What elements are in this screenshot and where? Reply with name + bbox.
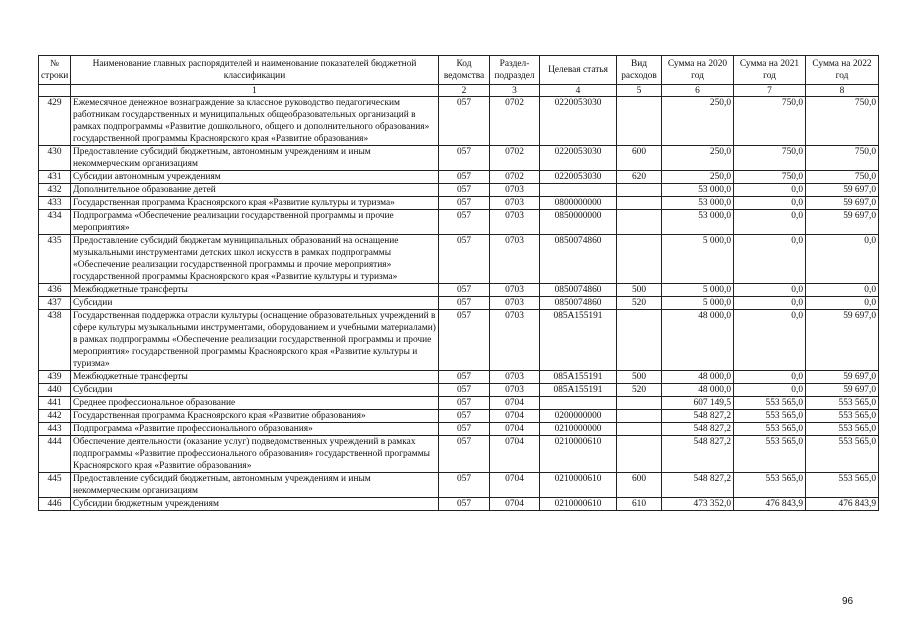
table-body (39, 97, 879, 511)
target-article-cell: 0800000000 (540, 197, 617, 210)
row-number-cell: 443 (39, 423, 71, 436)
expense-type-cell (617, 397, 662, 410)
section-cell: 0704 (490, 423, 540, 436)
sum-2020-cell: 548 827,2 (662, 410, 734, 423)
sum-2022-cell: 750,0 (806, 171, 879, 184)
header-dept-code: Код ведомства (439, 56, 490, 85)
row-number-cell: 445 (39, 473, 71, 498)
column-number: 7 (734, 85, 806, 97)
sum-2021-cell: 750,0 (734, 171, 806, 184)
target-article-cell: 0850074860 (540, 297, 617, 310)
target-article-cell (540, 184, 617, 197)
row-number-cell: 431 (39, 171, 71, 184)
name-cell: Субсидии бюджетным учреждениям (71, 498, 439, 511)
target-article-cell: 085A155191 (540, 384, 617, 397)
sum-2022-cell: 553 565,0 (806, 473, 879, 498)
expense-type-cell: 520 (617, 297, 662, 310)
dept-code-cell: 057 (439, 171, 490, 184)
name-cell: Предоставление субсидий бюджетам муниципальных образований на оснащение музыкальными инструментами детских школ искусств в рамках подпрограммы «Обеспечение реализации государственной программы и прочие мероприятия» государственной программы Красноярского края «Развитие культуры и туризма» (71, 235, 439, 284)
column-number (39, 85, 71, 97)
table-row (39, 235, 879, 284)
sum-2022-cell: 59 697,0 (806, 384, 879, 397)
section-cell: 0702 (490, 146, 540, 171)
sum-2021-cell: 0,0 (734, 371, 806, 384)
column-number: 3 (490, 85, 540, 97)
target-article-cell: 0850074860 (540, 284, 617, 297)
dept-code-cell: 057 (439, 310, 490, 371)
sum-2020-cell: 607 149,5 (662, 397, 734, 410)
table-row (39, 310, 879, 371)
sum-2021-cell: 0,0 (734, 197, 806, 210)
column-number: 8 (806, 85, 879, 97)
row-number-cell: 438 (39, 310, 71, 371)
expense-type-cell: 520 (617, 384, 662, 397)
section-cell: 0703 (490, 310, 540, 371)
sum-2021-cell: 0,0 (734, 235, 806, 284)
expense-type-cell: 610 (617, 498, 662, 511)
sum-2020-cell: 548 827,2 (662, 473, 734, 498)
target-article-cell: 0850000000 (540, 210, 617, 235)
expense-type-cell (617, 423, 662, 436)
expense-type-cell (617, 184, 662, 197)
dept-code-cell: 057 (439, 498, 490, 511)
sum-2022-cell: 553 565,0 (806, 436, 879, 473)
header-target-article: Целевая статья (540, 56, 617, 85)
sum-2022-cell: 59 697,0 (806, 197, 879, 210)
sum-2020-cell: 5 000,0 (662, 284, 734, 297)
section-cell: 0703 (490, 284, 540, 297)
expense-type-cell (617, 310, 662, 371)
target-article-cell: 0210000000 (540, 423, 617, 436)
sum-2020-cell: 250,0 (662, 146, 734, 171)
table-row (39, 371, 879, 384)
expense-type-cell: 620 (617, 171, 662, 184)
sum-2021-cell: 0,0 (734, 310, 806, 371)
name-cell: Подпрограмма «Развитие профессионального образования» (71, 423, 439, 436)
section-cell: 0703 (490, 371, 540, 384)
expense-type-cell (617, 436, 662, 473)
table-row (39, 423, 879, 436)
sum-2021-cell: 553 565,0 (734, 473, 806, 498)
sum-2020-cell: 53 000,0 (662, 210, 734, 235)
sum-2021-cell: 0,0 (734, 184, 806, 197)
section-cell: 0703 (490, 197, 540, 210)
sum-2020-cell: 48 000,0 (662, 384, 734, 397)
header-row-number: № строки (39, 56, 71, 85)
target-article-cell: 0220053030 (540, 171, 617, 184)
target-article-cell: 0200000000 (540, 410, 617, 423)
target-article-cell: 0210000610 (540, 473, 617, 498)
column-number: 6 (662, 85, 734, 97)
dept-code-cell: 057 (439, 410, 490, 423)
target-article-cell (540, 397, 617, 410)
table-row (39, 146, 879, 171)
table-row (39, 284, 879, 297)
section-cell: 0704 (490, 498, 540, 511)
table-row (39, 197, 879, 210)
sum-2020-cell: 548 827,2 (662, 436, 734, 473)
expense-type-cell: 600 (617, 473, 662, 498)
header-section: Раздел- подраздел (490, 56, 540, 85)
sum-2022-cell: 553 565,0 (806, 397, 879, 410)
sum-2021-cell: 0,0 (734, 297, 806, 310)
sum-2020-cell: 5 000,0 (662, 297, 734, 310)
sum-2022-cell: 0,0 (806, 235, 879, 284)
name-cell: Субсидии автономным учреждениям (71, 171, 439, 184)
dept-code-cell: 057 (439, 97, 490, 146)
sum-2022-cell: 553 565,0 (806, 423, 879, 436)
row-number-cell: 441 (39, 397, 71, 410)
expense-type-cell (617, 210, 662, 235)
name-cell: Субсидии (71, 384, 439, 397)
name-cell: Среднее профессиональное образование (71, 397, 439, 410)
target-article-cell: 0210000610 (540, 436, 617, 473)
name-cell: Предоставление субсидий бюджетным, автономным учреждениям и иным некоммерческим организациям (71, 146, 439, 171)
sum-2022-cell: 553 565,0 (806, 410, 879, 423)
expense-type-cell (617, 97, 662, 146)
budget-table (38, 55, 879, 511)
sum-2022-cell: 59 697,0 (806, 210, 879, 235)
dept-code-cell: 057 (439, 423, 490, 436)
sum-2021-cell: 0,0 (734, 284, 806, 297)
budget-table-sheet (38, 55, 878, 511)
header-sum-2022: Сумма на 2022 год (806, 56, 879, 85)
sum-2020-cell: 48 000,0 (662, 371, 734, 384)
dept-code-cell: 057 (439, 436, 490, 473)
row-number-cell: 442 (39, 410, 71, 423)
target-article-cell: 0220053030 (540, 97, 617, 146)
sum-2020-cell: 250,0 (662, 171, 734, 184)
row-number-cell: 440 (39, 384, 71, 397)
name-cell: Дополнительное образование детей (71, 184, 439, 197)
expense-type-cell: 500 (617, 371, 662, 384)
row-number-cell: 439 (39, 371, 71, 384)
sum-2020-cell: 548 827,2 (662, 423, 734, 436)
name-cell: Государственная программа Красноярского края «Развитие образования» (71, 410, 439, 423)
sum-2021-cell: 750,0 (734, 97, 806, 146)
row-number-cell: 429 (39, 97, 71, 146)
table-row (39, 498, 879, 511)
row-number-cell: 435 (39, 235, 71, 284)
header-sum-2021: Сумма на 2021 год (734, 56, 806, 85)
table-row (39, 171, 879, 184)
dept-code-cell: 057 (439, 146, 490, 171)
sum-2021-cell: 0,0 (734, 210, 806, 235)
name-cell: Межбюджетные трансферты (71, 371, 439, 384)
sum-2021-cell: 553 565,0 (734, 397, 806, 410)
row-number-cell: 433 (39, 197, 71, 210)
sum-2021-cell: 553 565,0 (734, 436, 806, 473)
sum-2021-cell: 553 565,0 (734, 410, 806, 423)
section-cell: 0704 (490, 410, 540, 423)
dept-code-cell: 057 (439, 384, 490, 397)
dept-code-cell: 057 (439, 197, 490, 210)
table-row (39, 184, 879, 197)
sum-2022-cell: 750,0 (806, 97, 879, 146)
section-cell: 0702 (490, 171, 540, 184)
sum-2020-cell: 250,0 (662, 97, 734, 146)
expense-type-cell: 500 (617, 284, 662, 297)
table-row (39, 297, 879, 310)
table-row (39, 473, 879, 498)
name-cell: Обеспечение деятельности (оказание услуг) подведомственных учреждений в рамках подпрограммы «Развитие профессионального образования» государственной программы Красноярского края «Развитие образования» (71, 436, 439, 473)
sum-2022-cell: 0,0 (806, 284, 879, 297)
header-sum-2020: Сумма на 2020 год (662, 56, 734, 85)
sum-2020-cell: 473 352,0 (662, 498, 734, 511)
row-number-cell: 437 (39, 297, 71, 310)
sum-2022-cell: 59 697,0 (806, 184, 879, 197)
name-cell: Государственная программа Красноярского края «Развитие культуры и туризма» (71, 197, 439, 210)
sum-2022-cell: 476 843,9 (806, 498, 879, 511)
sum-2022-cell: 59 697,0 (806, 371, 879, 384)
row-number-cell: 446 (39, 498, 71, 511)
table-row (39, 384, 879, 397)
sum-2021-cell: 750,0 (734, 146, 806, 171)
sum-2021-cell: 553 565,0 (734, 423, 806, 436)
section-cell: 0703 (490, 184, 540, 197)
table-header-row (39, 56, 879, 85)
name-cell: Государственная поддержка отрасли культуры (оснащение образовательных учреждений в сфере культуры музыкальными инструментами, оборудованием и учебными материалами) в рамках подпрограммы «Обеспечение реализации государственной программы и прочие мероприятия» государственной программы Красноярского края «Развитие культуры и туризма» (71, 310, 439, 371)
row-number-cell: 432 (39, 184, 71, 197)
column-number: 1 (71, 85, 439, 97)
expense-type-cell (617, 197, 662, 210)
dept-code-cell: 057 (439, 210, 490, 235)
table-row (39, 210, 879, 235)
expense-type-cell (617, 235, 662, 284)
section-cell: 0704 (490, 436, 540, 473)
page-number: 96 (842, 596, 854, 607)
name-cell: Подпрограмма «Обеспечение реализации государственной программы и прочие мероприятия» (71, 210, 439, 235)
target-article-cell: 0220053030 (540, 146, 617, 171)
sum-2020-cell: 5 000,0 (662, 235, 734, 284)
section-cell: 0703 (490, 297, 540, 310)
dept-code-cell: 057 (439, 235, 490, 284)
sum-2020-cell: 53 000,0 (662, 197, 734, 210)
sum-2022-cell: 0,0 (806, 297, 879, 310)
sum-2021-cell: 0,0 (734, 384, 806, 397)
table-row (39, 410, 879, 423)
header-name: Наименование главных распорядителей и наименование показателей бюджетной классификации (71, 56, 439, 85)
table-row (39, 397, 879, 410)
target-article-cell: 0850074860 (540, 235, 617, 284)
target-article-cell: 085A155191 (540, 310, 617, 371)
section-cell: 0704 (490, 473, 540, 498)
sum-2022-cell: 750,0 (806, 146, 879, 171)
column-number: 5 (617, 85, 662, 97)
row-number-cell: 444 (39, 436, 71, 473)
section-cell: 0703 (490, 235, 540, 284)
header-expense-type: Вид расходов (617, 56, 662, 85)
section-cell: 0703 (490, 384, 540, 397)
section-cell: 0702 (490, 97, 540, 146)
dept-code-cell: 057 (439, 371, 490, 384)
dept-code-cell: 057 (439, 284, 490, 297)
name-cell: Предоставление субсидий бюджетным, автономным учреждениям и иным некоммерческим организациям (71, 473, 439, 498)
table-row (39, 97, 879, 146)
expense-type-cell (617, 410, 662, 423)
table-row (39, 436, 879, 473)
column-number-row (39, 85, 879, 97)
dept-code-cell: 057 (439, 473, 490, 498)
dept-code-cell: 057 (439, 297, 490, 310)
name-cell: Ежемесячное денежное вознаграждение за классное руководство педагогическим работникам государственных и муниципальных общеобразовательных организаций в рамках подпрограммы «Развитие дошкольного, общего и дополнительного образования» государственной программы Красноярского края «Развитие образования» (71, 97, 439, 146)
row-number-cell: 436 (39, 284, 71, 297)
section-cell: 0704 (490, 397, 540, 410)
sum-2022-cell: 59 697,0 (806, 310, 879, 371)
name-cell: Субсидии (71, 297, 439, 310)
sum-2021-cell: 476 843,9 (734, 498, 806, 511)
section-cell: 0703 (490, 210, 540, 235)
column-number: 2 (439, 85, 490, 97)
column-number: 4 (540, 85, 617, 97)
expense-type-cell: 600 (617, 146, 662, 171)
dept-code-cell: 057 (439, 184, 490, 197)
sum-2020-cell: 48 000,0 (662, 310, 734, 371)
sum-2020-cell: 53 000,0 (662, 184, 734, 197)
name-cell: Межбюджетные трансферты (71, 284, 439, 297)
target-article-cell: 0210000610 (540, 498, 617, 511)
target-article-cell: 085A155191 (540, 371, 617, 384)
dept-code-cell: 057 (439, 397, 490, 410)
row-number-cell: 430 (39, 146, 71, 171)
row-number-cell: 434 (39, 210, 71, 235)
